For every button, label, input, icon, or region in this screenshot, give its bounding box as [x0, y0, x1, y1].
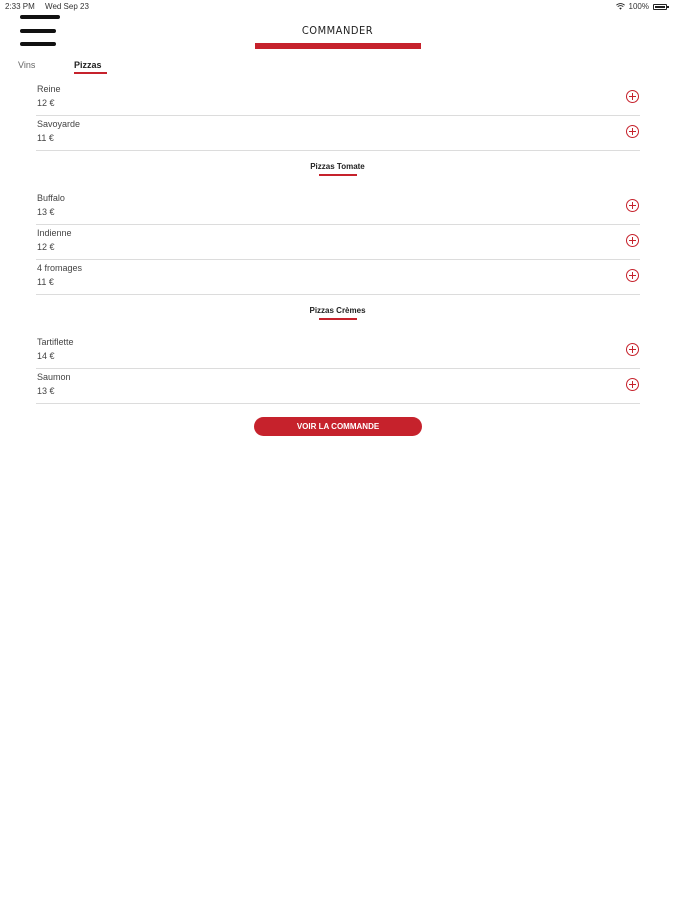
- add-icon[interactable]: [626, 234, 639, 247]
- item-price: 14 €: [37, 351, 55, 361]
- page-title: COMMANDER: [301, 24, 374, 37]
- item-name: Reine: [37, 84, 61, 94]
- tab-pizzas[interactable]: Pizzas: [74, 60, 102, 70]
- menu-item-saumon[interactable]: [36, 369, 640, 404]
- item-name: Saumon: [37, 372, 71, 382]
- item-name: 4 fromages: [37, 263, 83, 273]
- item-name: Buffalo: [37, 193, 65, 203]
- status-date: Wed Sep 23: [45, 2, 89, 11]
- add-icon[interactable]: [626, 378, 639, 391]
- wifi-icon: [616, 3, 625, 10]
- item-price: 13 €: [37, 386, 55, 396]
- status-time: 2:33 PM: [5, 2, 35, 11]
- menu-item-tartiflette[interactable]: [36, 334, 640, 369]
- menu-item-buffalo[interactable]: [36, 190, 640, 225]
- add-icon[interactable]: [626, 269, 639, 282]
- status-right: [616, 2, 667, 11]
- menu-item-4-fromages[interactable]: [36, 260, 640, 295]
- add-icon[interactable]: [626, 125, 639, 138]
- item-price: 12 €: [37, 242, 55, 252]
- section-title-pizzas-tomate: Pizzas Tomate: [310, 162, 365, 171]
- item-name: Savoyarde: [37, 119, 81, 129]
- active-tab-indicator: [74, 72, 107, 74]
- item-price: 11 €: [37, 277, 54, 287]
- add-icon[interactable]: [626, 343, 639, 356]
- status-left: [5, 2, 97, 11]
- tab-vins[interactable]: Vins: [18, 60, 36, 70]
- battery-icon: [653, 4, 667, 10]
- item-price: 13 €: [37, 207, 55, 217]
- section-underline: [319, 318, 357, 320]
- status-bar: [0, 0, 675, 12]
- menu-item-savoyarde[interactable]: [36, 116, 640, 151]
- section-title-pizzas-cremes: Pizzas Crèmes: [309, 306, 366, 315]
- view-order-button[interactable]: VOIR LA COMMANDE: [254, 417, 422, 436]
- item-name: Tartiflette: [37, 337, 74, 347]
- add-icon[interactable]: [626, 90, 639, 103]
- battery-percent: 100%: [628, 2, 649, 11]
- add-icon[interactable]: [626, 199, 639, 212]
- menu-item-reine[interactable]: [36, 81, 640, 116]
- item-name: Indienne: [37, 228, 72, 238]
- item-price: 11 €: [37, 133, 54, 143]
- menu-item-indienne[interactable]: [36, 225, 640, 260]
- section-underline: [319, 174, 357, 176]
- hamburger-icon: [20, 15, 60, 19]
- hamburger-icon-bar: [20, 42, 56, 46]
- item-price: 12 €: [37, 98, 55, 108]
- title-underline: [255, 43, 421, 49]
